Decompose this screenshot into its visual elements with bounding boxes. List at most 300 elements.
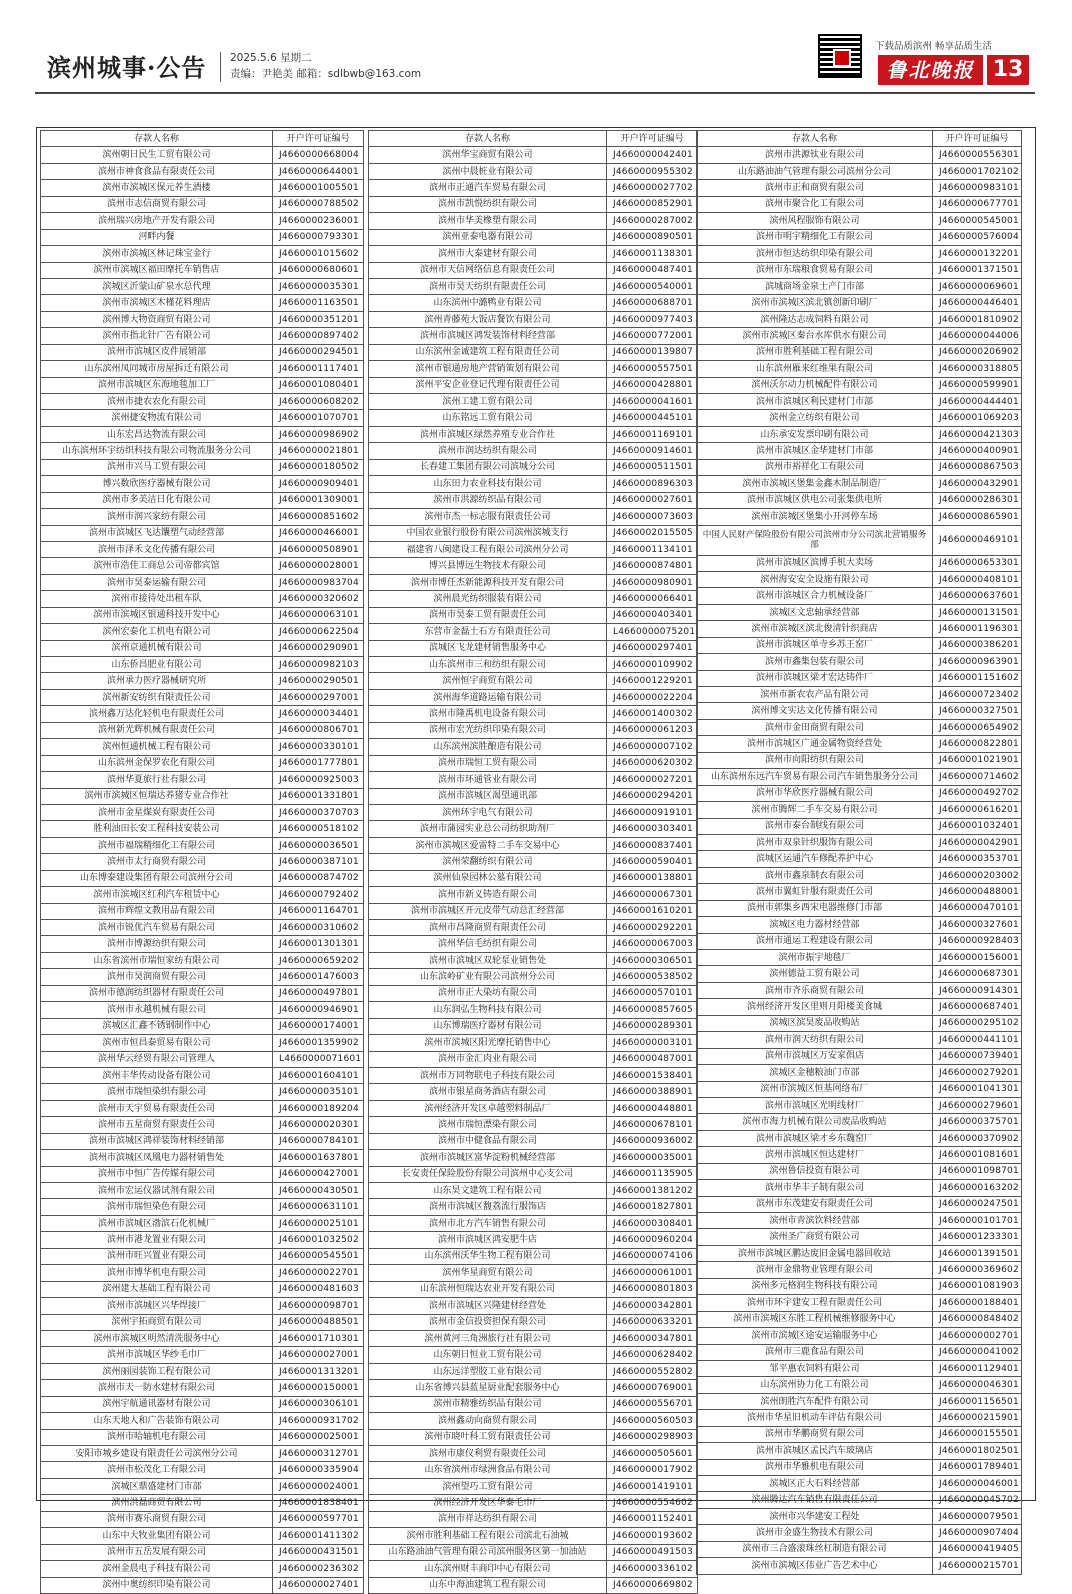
table-row [697,1459,1022,1475]
license-number: J4660000874801 [607,558,698,574]
table-row [697,571,1022,587]
depositor-name: 滨州鲁信投资有限公司 [697,1163,933,1179]
license-number: J4660000327501 [933,703,1022,719]
table-row [41,1511,364,1527]
header-depositor-name: 存款人名称 [41,131,273,147]
depositor-name: 滨州市晓叶科工贸有限责任公司 [369,1429,607,1445]
depositor-name: 博兴数欣医疗器械有限公司 [41,476,273,492]
depositor-name: 滨州市正大染坊有限公司 [369,985,607,1001]
license-number: J4660000236001 [273,213,364,229]
depositor-name: 滨州市裕祥化工有限公司 [697,459,933,475]
depositor-name: 滨州华宝商贸有限公司 [369,147,607,163]
license-number: J4660000002701 [933,1328,1022,1344]
license-number: J4660000448801 [607,1100,698,1116]
table-row [41,180,364,196]
license-number: J4660000867503 [933,459,1022,475]
table-row [697,1032,1022,1048]
table-row [41,1363,364,1379]
table-row [41,870,364,886]
license-number: J4660000174001 [273,1018,364,1034]
license-number: J4660000375701 [933,1114,1022,1130]
table-row [41,213,364,229]
account-table-2 [368,130,698,1594]
table-row [697,1065,1022,1081]
depositor-name: 滨州市隆禹机电设备有限公司 [369,706,607,722]
table-row [41,476,364,492]
license-number: J4660001151602 [933,670,1022,686]
depositor-name: 滨州市滨城区华纱毛巾厂 [41,1347,273,1363]
license-number: J4660000279601 [933,1097,1022,1113]
table-row [697,1377,1022,1393]
account-table-1 [40,130,364,1594]
table-row [41,1265,364,1281]
table-column-3 [696,130,1022,1575]
depositor-name: 山东滨州协力化工有限公司 [697,1377,933,1393]
license-number: J4660000590401 [607,854,698,870]
depositor-name: 滨州望巧工贸有限公司 [369,1478,607,1494]
depositor-name: 滨州市海力机械有限公司废品收购站 [697,1114,933,1130]
depositor-name: 山东滨州财丰商印中心有限公司 [369,1561,607,1577]
license-number: J4660000723402 [933,687,1022,703]
license-number: J4660000469101 [933,525,1022,555]
depositor-name: 滨州市滨城区恒达建材厂 [697,1147,933,1163]
table-row [369,1380,698,1396]
table-row [369,969,698,985]
license-number: J4660000370902 [933,1130,1022,1146]
table-row [369,1462,698,1478]
depositor-name: 滨州朝日民生工贸有限公司 [41,147,273,163]
depositor-name: 滨州博文实达文化传播有限公司 [697,703,933,719]
table-row [369,163,698,179]
depositor-name: 滨州市滨城区堡集小开河停车场 [697,509,933,525]
depositor-name: 滨州市华星旧机动车评估有限公司 [697,1410,933,1426]
table-row [369,1347,698,1363]
table-row [369,525,698,541]
license-number: J4660000294201 [607,788,698,804]
license-number: J4660001391501 [933,1245,1022,1261]
table-row [41,952,364,968]
table-row [41,1380,364,1396]
table-row [697,950,1022,966]
depositor-name: 中国人民财产保险股份有限公司滨州市分公司滨北营销服务部 [697,525,933,555]
depositor-name: 滨州海安安全设施有限公司 [697,571,933,587]
license-number: J4660000669802 [607,1577,698,1593]
license-number: J4660001538401 [607,1067,698,1083]
depositor-name: 山东宏昌达物流有限公司 [41,426,273,442]
table-row [697,884,1022,900]
depositor-name: 滨州市北方汽车销售有限公司 [369,1215,607,1231]
table-row [41,1495,364,1511]
license-number: J4660000822801 [933,736,1022,752]
depositor-name: 滨州博大物资商贸有限公司 [41,311,273,327]
license-number: J4660000069601 [933,278,1022,294]
table-row [697,180,1022,196]
depositor-name: 滨城区文忠轴承经营部 [697,604,933,620]
table-row [41,525,364,541]
depositor-name: 长安责任保险股份有限公司滨州中心支公司 [369,1166,607,1182]
license-number: J4660000138801 [607,870,698,886]
depositor-name: 滨州市滨城区滨博手机大卖场 [697,555,933,571]
license-number: J4660000370703 [273,804,364,820]
license-number: J4660001196301 [933,621,1022,637]
license-number: J4660000481603 [273,1281,364,1297]
depositor-name: 滨州市通运工程建设有限公司 [697,933,933,949]
depositor-name: 山东朝日恒业工贸有限公司 [369,1347,607,1363]
depositor-name: 滨州市滨城区孟民汽车玻璃店 [697,1443,933,1459]
depositor-name: 滨州华夏旅行社有限公司 [41,772,273,788]
depositor-name: 滨城区汇鑫不锈钢制作中心 [41,1018,273,1034]
depositor-name: 滨州市浩佳工商总公司帝都宾馆 [41,558,273,574]
table-row [369,246,698,262]
depositor-name: 滨州市宏光纺织印染有限公司 [369,722,607,738]
table-row [697,1541,1022,1557]
license-number: J4660000036501 [273,837,364,853]
depositor-name: 滨州市滨城区梁才宏达铸件厂 [697,670,933,686]
depositor-name: 滨州市中健食品有限公司 [369,1133,607,1149]
license-number: J4660000659202 [273,952,364,968]
license-number: J4660000193602 [607,1528,698,1544]
depositor-name: 滨州市滨城区开元皮带气动总汇经营部 [369,903,607,919]
table-row [41,673,364,689]
license-number: J4660000851602 [273,509,364,525]
license-number: J4660000907404 [933,1525,1022,1541]
license-number: J4660001229201 [607,673,698,689]
table-row [41,1133,364,1149]
depositor-name: 滨州荣翻纺织有限公司 [369,854,607,870]
license-number: J4660000653301 [933,555,1022,571]
depositor-name: 山东滨州市三和纺织有限公司 [369,657,607,673]
license-number: J4660000306501 [607,952,698,968]
table-row [369,426,698,442]
table-row [369,1363,698,1379]
depositor-name: 滨州承力医疗器械研究所 [41,673,273,689]
license-number: J4660000556701 [607,1396,698,1412]
license-number: J4660001702102 [933,163,1022,179]
table-row [697,1163,1022,1179]
table-row [369,394,698,410]
license-number: J4660001135905 [607,1166,698,1182]
depositor-name: 滨州市恒达纺织印染有限公司 [697,246,933,262]
license-number: J4660000109902 [607,657,698,673]
depositor-name: 山东路油油气管理有限公司滨州服务区第一加油站 [369,1544,607,1560]
depositor-name: 山东昊文建筑工程有限公司 [369,1183,607,1199]
license-number: J4660000837401 [607,837,698,853]
table-row [369,755,698,771]
license-number: J4660001400302 [607,706,698,722]
table-row [697,982,1022,998]
depositor-name: 滨州市天宇贸易有限责任公司 [41,1100,273,1116]
license-number: J4660000042401 [607,147,698,163]
table-row [369,936,698,952]
depositor-name: 滨州市滨城区明然清洗服务中心 [41,1330,273,1346]
table-row [41,755,364,771]
license-number: J4660001152401 [607,1511,698,1527]
license-number: J4660000369602 [933,1262,1022,1278]
license-number: J4660000074106 [607,1248,698,1264]
table-row [41,739,364,755]
header-rule [35,92,1035,94]
license-number: J4660000335904 [273,1462,364,1478]
table-row [369,459,698,475]
license-number: J4660000680601 [273,262,364,278]
table-row [41,772,364,788]
license-number: J4660000955302 [607,163,698,179]
table-row [697,1048,1022,1064]
license-number: J4660000290901 [273,640,364,656]
license-number: J4660000432901 [933,476,1022,492]
license-number: J4660001604101 [273,1067,364,1083]
depositor-name: 博兴县博远生物技术有限公司 [369,558,607,574]
depositor-name: 滨州市华欣医疗器械有限公司 [697,785,933,801]
table-row [697,1443,1022,1459]
table-row [697,377,1022,393]
license-number: J4660000247501 [933,1196,1022,1212]
table-row [41,295,364,311]
table-row [41,788,364,804]
header-license-number: 开户许可证编号 [933,131,1022,147]
license-number: J4660001129401 [933,1360,1022,1376]
table-row [369,558,698,574]
depositor-name: 滨州市博任杰新能源科技开发有限公司 [369,574,607,590]
table-row [697,1525,1022,1541]
license-number: J4660000444401 [933,394,1022,410]
depositor-name: 滨州市滨城区滨北俊清针织商店 [697,621,933,637]
table-row [697,867,1022,883]
depositor-name: 滨州市滨城区伟业广告艺术中心 [697,1558,933,1574]
license-number: J4660000336102 [607,1561,698,1577]
depositor-name: 滨州丽园装饰工程有限公司 [41,1363,273,1379]
license-number: J4660000028001 [273,558,364,574]
depositor-name: 滨州市兴马工贸有限公司 [41,459,273,475]
table-row [41,1166,364,1182]
depositor-name: 滨州市康仪利贸有限责任公司 [369,1446,607,1462]
license-number: J4660000608202 [273,394,364,410]
depositor-name: 滨州经济开发区华泰毛巾厂 [369,1495,607,1511]
issue-date: 2025.5.6 星期二 [230,52,312,64]
depositor-name: 山东承安发票印刷有限公司 [697,426,933,442]
depositor-name: 滨州市金汇肉业有限公司 [369,1051,607,1067]
license-number: J4660000098701 [273,1298,364,1314]
table-row [697,443,1022,459]
license-number: J4660000320602 [273,591,364,607]
table-row [41,394,364,410]
license-number: J4660000132201 [933,246,1022,262]
table-row [369,870,698,886]
license-number: J4660001032502 [273,1232,364,1248]
depositor-name: 滨州市瑞恒染色有限公司 [41,1199,273,1215]
depositor-name: 滨州风程服饰有限公司 [697,213,933,229]
license-number: J4660000400901 [933,443,1022,459]
depositor-name: 滨州市滨城区鸿发装饰材料经营部 [369,328,607,344]
depositor-name: 滨州市正通汽车贸易有限公司 [369,180,607,196]
table-row [369,1577,698,1593]
depositor-name: 滨州市泽禾文化传播有限公司 [41,541,273,557]
license-number: J4660000599901 [933,377,1022,393]
license-number: J4660000215701 [933,1558,1022,1574]
table-row [697,703,1022,719]
table-row [41,459,364,475]
table-row [697,670,1022,686]
table-row [369,607,698,623]
depositor-name: 滨州宇航通讯器材有限公司 [41,1396,273,1412]
depositor-name: 滨州捷安物流有限公司 [41,410,273,426]
table-row [41,1544,364,1560]
header-depositor-name: 存款人名称 [369,131,607,147]
license-number: J4660001117401 [273,361,364,377]
table-row [697,147,1022,163]
license-number: J4660001476003 [273,969,364,985]
table-row [41,607,364,623]
depositor-name: 滨州市滨城区保元养生酒楼 [41,180,273,196]
table-row [369,837,698,853]
depositor-name: 滨州恒宇商贸有限公司 [369,673,607,689]
license-number: J4660000545001 [933,213,1022,229]
table-row [369,1478,698,1494]
depositor-name: 滨州市滨城区阳光摩托销售中心 [369,1035,607,1051]
license-number: J4660000180502 [273,459,364,475]
license-number: J4660000980901 [607,574,698,590]
license-number: J4660000772001 [607,328,698,344]
table-row [41,1018,364,1034]
license-number: J4660000545501 [273,1248,364,1264]
depositor-name: 滨州市三合盛滚珠丝杠制造有限公司 [697,1541,933,1557]
table-column-1 [40,130,364,1594]
table-row [697,1130,1022,1146]
depositor-name: 滨州朗胜汽车配件有限公司 [697,1393,933,1409]
depositor-name: 滨州新安纺织有限责任公司 [41,689,273,705]
table-row [697,654,1022,670]
license-number: J4660001419101 [607,1478,698,1494]
depositor-name: 滨州市滨城区恒基网络布厂 [697,1081,933,1097]
table-row [369,509,698,525]
license-number: J4660001032401 [933,818,1022,834]
license-number: J4660000505601 [607,1446,698,1462]
license-number: J4660000025101 [273,1215,364,1231]
depositor-name: 滨州市滨城区渴望通讯部 [369,788,607,804]
table-row [369,1528,698,1544]
license-number: J4660000977403 [607,311,698,327]
license-number: J4660000289301 [607,1018,698,1034]
license-number: J4660000017902 [607,1462,698,1478]
depositor-name: 滨州洪磊商贸有限公司 [41,1495,273,1511]
table-row [697,476,1022,492]
table-row [697,818,1022,834]
license-number: J4660000925003 [273,772,364,788]
depositor-name: 滨州市昊润商贸有限公司 [41,969,273,985]
depositor-name: 滨州市滨城区渤滨石化机械厂 [41,1215,273,1231]
license-number: J4660000554602 [607,1495,698,1511]
header-row [369,131,698,147]
license-number: J4660000560503 [607,1413,698,1429]
table-row [41,246,364,262]
license-number: J4660000677701 [933,196,1022,212]
table-row [697,687,1022,703]
license-number: J4660001164701 [273,903,364,919]
depositor-name: 东营市金磊土石方有限责任公司 [369,624,607,640]
table-row [369,739,698,755]
table-row [369,722,698,738]
license-number: J4660000156001 [933,950,1022,966]
license-number: J4660000668004 [273,147,364,163]
depositor-name: 滨州市双泉针织服饰有限公司 [697,834,933,850]
license-number: J4660001163501 [273,295,364,311]
table-row [697,196,1022,212]
table-row [697,752,1022,768]
depositor-name: 滨州市金信投资担保有限公司 [369,1314,607,1330]
editor-info: 责编：尹艳美 邮箱：sdlbwb@163.com [230,68,422,80]
table-row [369,1018,698,1034]
table-row [41,509,364,525]
header-row [697,131,1022,147]
depositor-name: 滨城区运通汽车修配养护中心 [697,851,933,867]
table-row [697,278,1022,294]
table-row [697,1196,1022,1212]
depositor-name: 滨州市昊天纺织有限责任公司 [369,278,607,294]
license-number: J4660000330101 [273,739,364,755]
table-row [369,295,698,311]
license-number: J4660000035101 [273,1084,364,1100]
table-row [41,1462,364,1478]
table-row [369,147,698,163]
license-number: J4660001710301 [273,1330,364,1346]
depositor-name: 胜利油田长安工程科技安装公司 [41,821,273,837]
depositor-name: 滨州市神食食品有限责任公司 [41,163,273,179]
table-row [41,969,364,985]
depositor-name: 滨州隆达志成饲料有限公司 [697,311,933,327]
masthead [35,30,1035,92]
license-number: J4660000511501 [607,459,698,475]
table-row [369,1199,698,1215]
table-row [369,213,698,229]
table-row [369,1511,698,1527]
depositor-name: 滨州市润达纺织有限公司 [369,443,607,459]
license-number: J4660000806701 [273,722,364,738]
license-number: J4660000644001 [273,163,364,179]
license-number: J4660000312701 [273,1446,364,1462]
license-number: J4660000061203 [607,722,698,738]
table-row [697,410,1022,426]
table-row [697,851,1022,867]
license-number: J4660000576004 [933,229,1022,245]
license-number: J4660000318805 [933,361,1022,377]
table-row [369,262,698,278]
license-number: J4660000101701 [933,1213,1022,1229]
license-number: J4660000046301 [933,1377,1022,1393]
depositor-name: 滨州市滨城区凤凰电力器材销售处 [41,1150,273,1166]
license-number: J4660001069203 [933,410,1022,426]
table-row [369,1495,698,1511]
license-number: J4660000909401 [273,476,364,492]
depositor-name: 滨州经济开发区卓越塑料制品厂 [369,1100,607,1116]
table-row [41,1561,364,1577]
table-row [697,229,1022,245]
table-row [41,541,364,557]
table-row [697,604,1022,620]
depositor-name: 滨州晨光纺织服装有限公司 [369,591,607,607]
depositor-name: 滨州市昊泰运输有限公司 [41,574,273,590]
header-divider [220,52,221,82]
table-row [369,657,698,673]
license-number: J4660000687401 [933,999,1022,1015]
depositor-name: 山东天地人和广告装饰有限公司 [41,1413,273,1429]
depositor-name: 滨州青藤苑大饭店餐饮有限公司 [369,311,607,327]
depositor-name: 滨州市腾辉二手车交易有限公司 [697,802,933,818]
table-row [41,1528,364,1544]
depositor-name: 滨州市明宇精细化工有限公司 [697,229,933,245]
license-number: J4660000466001 [273,525,364,541]
table-row [697,966,1022,982]
depositor-name: 滨州市旺兴置业有限公司 [41,1248,273,1264]
